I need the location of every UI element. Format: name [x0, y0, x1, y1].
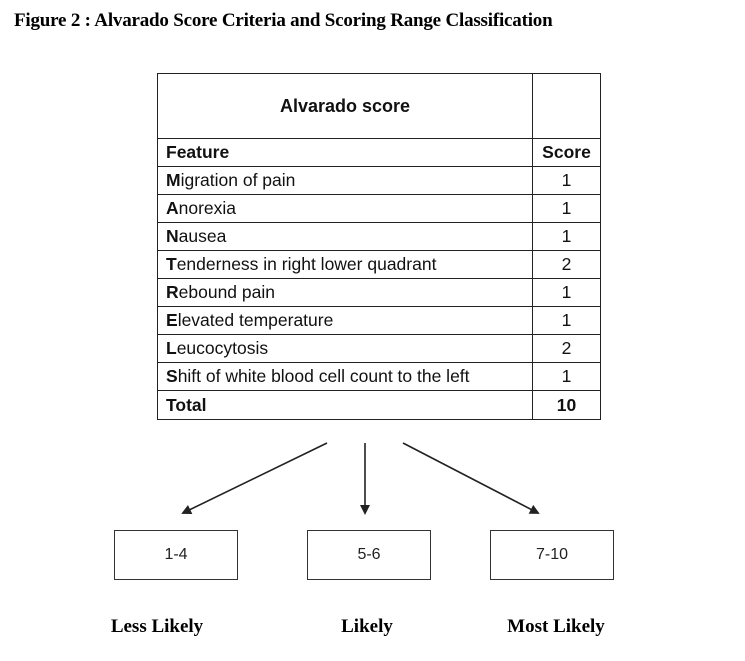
table-title: Alvarado score: [158, 74, 533, 139]
score-cell: 2: [533, 335, 601, 363]
feature-initial: R: [166, 282, 179, 302]
range-box-high: 7-10: [490, 530, 614, 580]
feature-text: levated temperature: [177, 310, 334, 330]
feature-text: igration of pain: [180, 170, 296, 190]
feature-initial: N: [166, 226, 179, 246]
feature-text: ebound pain: [178, 282, 275, 302]
range-label-mid: Likely: [341, 616, 393, 637]
score-cell: 1: [533, 195, 601, 223]
feature-initial: L: [166, 338, 177, 358]
score-cell: 1: [533, 363, 601, 391]
arrow-right-icon: [403, 443, 538, 513]
score-cell: 2: [533, 251, 601, 279]
feature-text: norexia: [178, 198, 237, 218]
feature-initial: E: [166, 310, 178, 330]
total-label: Total: [158, 391, 533, 420]
feature-text: hift of white blood cell count to the left: [177, 366, 470, 386]
feature-text: eucocytosis: [176, 338, 269, 358]
score-cell: 1: [533, 223, 601, 251]
column-header-feature: Feature: [158, 139, 533, 167]
feature-initial: S: [166, 366, 178, 386]
figure-caption: Figure 2 : Alvarado Score Criteria and Scoring Range Classification: [14, 10, 553, 31]
range-label-low: Less Likely: [110, 616, 204, 637]
score-cell: 1: [533, 167, 601, 195]
range-box-low: 1-4: [114, 530, 238, 580]
score-cell: 1: [533, 279, 601, 307]
range-label-high: Most Likely: [507, 616, 605, 637]
feature-initial: M: [166, 170, 181, 190]
feature-text: ausea: [178, 226, 227, 246]
feature-initial: A: [166, 198, 179, 218]
feature-text: enderness in right lower quadrant: [176, 254, 437, 274]
total-score: 10: [533, 391, 601, 420]
arrow-left-icon: [183, 443, 327, 513]
range-box-mid: 5-6: [307, 530, 431, 580]
score-cell: 1: [533, 307, 601, 335]
feature-initial: T: [166, 254, 177, 274]
column-header-score: Score: [533, 139, 601, 167]
